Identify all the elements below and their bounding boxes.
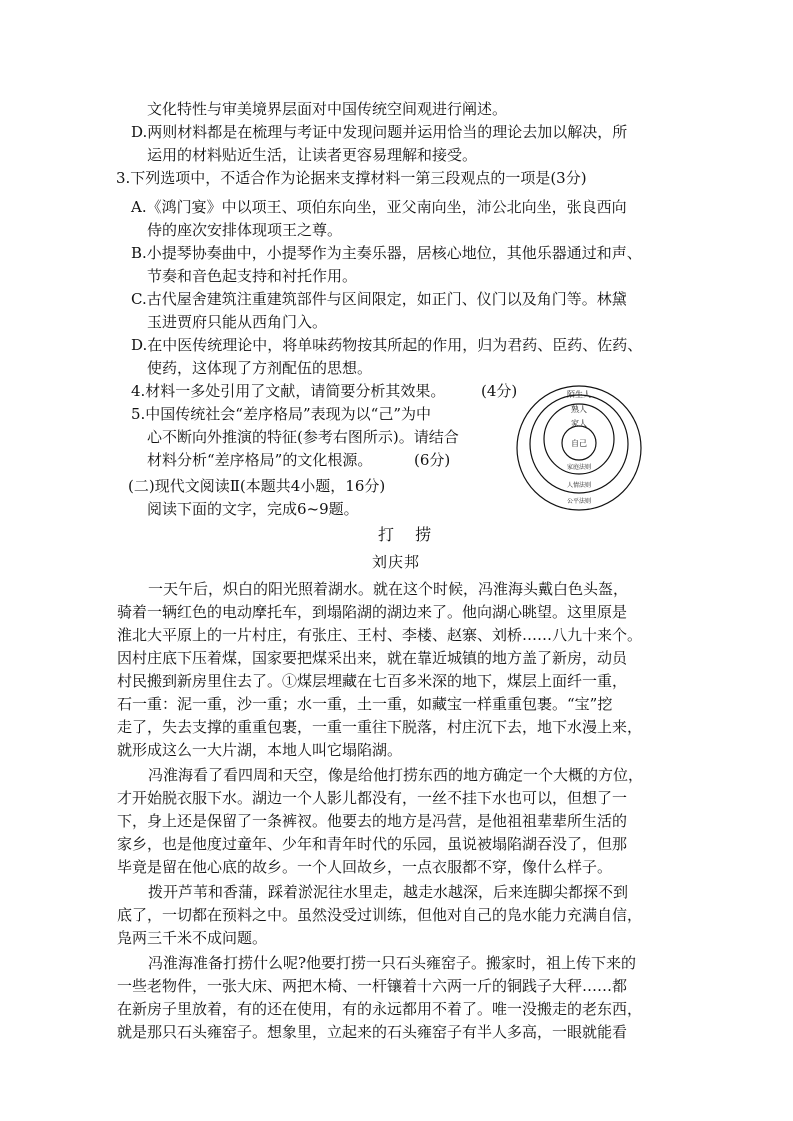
article-line: 冯淮海准备打捞什么呢?他要打捞一只石头雍窑子。搬家时，祖上传下来的 [148, 954, 637, 972]
q3-option-c-line1: C.古代屋舍建筑注重建筑部件与区间限定，如正门、仪门以及角门等。林黛 [131, 290, 627, 308]
rule-label-fair: 公平法则 [566, 498, 592, 505]
question-5-line2: 心不断向外推演的特征(参考右图所示)。请结合 [147, 428, 459, 446]
q3-option-b-line2: 节奏和音色起支持和衬托作用。 [147, 267, 358, 285]
article-author: 刘庆邦 [372, 553, 421, 571]
article-line: 石一重：泥一重，沙一重；水一重，土一重，如藏宝一样重重包裹。“宝”挖 [117, 695, 613, 713]
ring-label-strangers: 陌生人 [567, 390, 591, 399]
question-5-score: (6分) [414, 451, 451, 469]
article-line: 下，身上还是保留了一条裤衩。他要去的地方是冯营，是他祖祖辈辈所生活的 [117, 812, 628, 830]
article-line: 淮北大平原上的一片村庄，有张庄、王村、李楼、赵寨、刘桥……八九十来个。 [117, 626, 643, 644]
q3-option-c-line2: 玉进贾府只能从西角门入。 [147, 313, 328, 331]
article-line: 在新房子里放着，有的还在使用，有的永远都用不着了。唯一没搬走的老东西， [117, 1000, 643, 1018]
article-line: 冯淮海看了看四周和天空，像是给他打捞东西的地方确定一个大概的方位， [148, 766, 644, 784]
article-line: 底了，一切都在预料之中。虽然没受过训练，但他对自己的凫水能力充满自信， [117, 906, 643, 924]
question-3-stem: 3.下列选项中，不适合作为论据来支撑材料一第三段观点的一项是(3分) [116, 169, 587, 187]
rule-label-family: 家庭法则 [566, 464, 592, 471]
q3-option-a-line1: A.《鸿门宴》中以项王、项伯东向坐，亚父南向坐，沛公北向坐，张良西向 [131, 198, 627, 216]
prev-option-d-line2: 运用的材料贴近生活，让读者更容易理解和接受。 [147, 146, 478, 164]
article-line: 一些老物件，一张大床、两把木椅、一杆镶着十六两一斤的铜践子大秤……都 [117, 977, 628, 995]
article-line: 村民搬到新房里住去了。①煤层埋藏在七百多米深的地下，煤层上面纤一重， [117, 672, 628, 690]
article-line: 走了，失去支撑的重重包裹，一重一重往下脱落，村庄沉下去，地下水漫上来， [117, 718, 643, 736]
ring-label-self: 自己 [571, 439, 587, 448]
q3-option-d-line1: D.在中医传统理论中，将单味药物按其所起的作用，归为君药、臣药、佐药、 [131, 336, 643, 354]
prev-option-d-line1: D.两则材料都是在梳理与考证中发现问题并运用恰当的理论去加以解决，所 [131, 123, 628, 141]
article-line: 凫两三千米不成问题。 [117, 929, 268, 947]
question-5-line3: 材料分析“差序格局”的文化根源。 [147, 451, 373, 469]
q3-option-b-line1: B.小提琴协奏曲中，小提琴作为主奏乐器，居核心地位，其他乐器通过和声、 [131, 244, 642, 262]
section-2-heading: (二)现代文阅读Ⅱ(本题共4小题，16分) [128, 477, 386, 495]
question-4-score: (4分) [481, 382, 518, 400]
article-line: 就是那只石头雍窑子。想象里，立起来的石头雍窑子有半人多高，一眼就能看 [117, 1023, 628, 1041]
q3-option-d-line2: 使药，这体现了方剂配伍的思想。 [147, 359, 373, 377]
question-4-text: 4.材料一多处引用了文献，请简要分析其效果。 [131, 382, 446, 400]
ring-label-family: 家人 [571, 419, 587, 428]
rule-label-favor: 人情法则 [566, 482, 592, 489]
section-2-instruction: 阅读下面的文字，完成6~9题。 [147, 500, 359, 518]
article-line: 才开始脱衣服下水。湖边一个人影儿都没有，一丝不挂下水也可以，但想了一 [117, 789, 628, 807]
article-line: 家乡，也是他度过童年、少年和青年时代的乐园，虽说被塌陷湖吞没了，但那 [117, 835, 628, 853]
article-line: 就形成这么一大片湖，本地人叫它塌陷湖。 [117, 741, 403, 759]
article-line: 因村庄底下压着煤，国家要把煤采出来，就在靠近城镇的地方盖了新房，动员 [117, 649, 628, 667]
ring-label-acquaintances: 熟人 [571, 405, 587, 414]
article-line: 骑着一辆红色的电动摩托车，到塌陷湖的湖边来了。他向湖心眺望。这里原是 [117, 603, 628, 621]
article-line: 一天午后，炽白的阳光照着湖水。就在这个时候，冯淮海头戴白色头盔， [148, 580, 629, 598]
prev-option-c-tail: 文化特性与审美境界层面对中国传统空间观进行阐述。 [147, 100, 508, 118]
q3-option-a-line2: 侍的座次安排体现项王之尊。 [147, 221, 343, 239]
article-title: 打 捞 [378, 525, 440, 544]
article-line: 毕竟是留在他心底的故乡。一个人回故乡，一点衣服都不穿，像什么样子。 [117, 858, 613, 876]
differential-order-diagram [513, 383, 645, 513]
article-line: 拨开芦苇和香蒲，踩着淤泥往水里走，越走水越深，后来连脚尖都探不到 [148, 883, 629, 901]
question-5-line1: 5.中国传统社会“差序格局”表现为以“己”为中 [131, 405, 431, 423]
